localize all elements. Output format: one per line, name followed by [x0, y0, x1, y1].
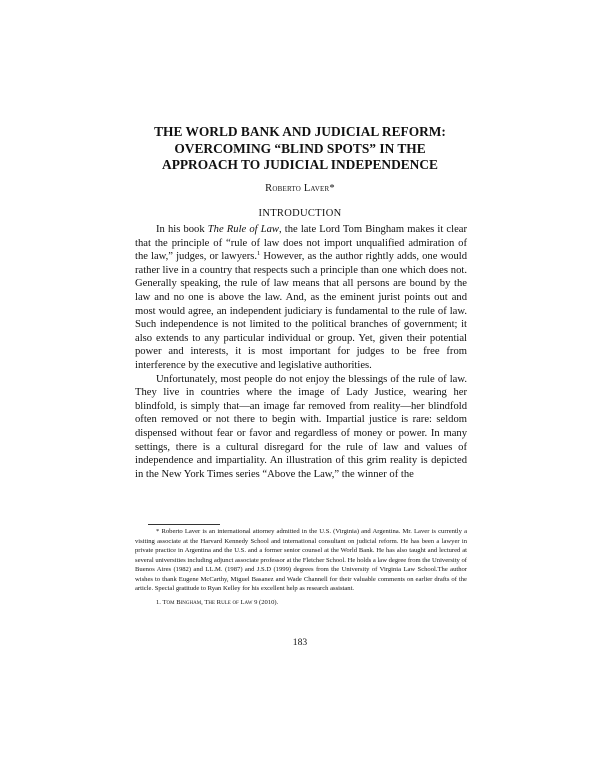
title-line-1: THE WORLD BANK AND JUDICIAL REFORM: [154, 124, 446, 139]
paragraph-1-quote: , the late Lord Tom Bingham makes it clear that the principle of “rule of law does not import unqualified admiration of the law,” judges, or lawyers. [135, 224, 468, 263]
title-line-3: APPROACH TO JUDICIAL INDEPENDENCE [162, 157, 438, 172]
author-name: Roberto Laver* [265, 183, 335, 194]
title-line-2: OVERCOMING “BLIND SPOTS” IN THE [174, 140, 426, 156]
section-heading: INTRODUCTION [258, 208, 342, 219]
article-title [120, 124, 480, 174]
paragraph-1-intro: In his book [156, 224, 208, 235]
footnote-1: 1. Tom Bingham, The Rule of Law 9 (2010). [156, 598, 279, 606]
paragraph-1 [135, 223, 467, 373]
page-number: 183 [292, 637, 308, 648]
footnote-divider [148, 524, 220, 525]
footnote-author: * Roberto Laver is an international attorney admitted in the U.S. (Virginia) and Argentina. Mr. Laver is currently a visiting associate at the Harvard Kennedy School and international consultant on judicial reform. He has been a lawyer in private practice in Argentina and the U.S. and a former senior counsel at the World Bank. He has also taught and lectured at several universities including adjunct associate professor at the Fletcher School. He holds a law degree from the University of Buenos Aires (1982) and LL.M. (1987) and J.S.D (1999) degrees from the University of Virginia Law School.The author wishes to thank Eugene McCarthy, Miguel Basanez and Wade Channell for their valuable comments on earlier drafts of the article. Special gratitude to Ryan Kelley for his excellent help as research assistant. [135, 528, 467, 592]
paragraph-1-rest: However, as the author rightly adds, one would rather live in a country that respects such a principle than one which does not. Generally speaking, the rule of law means that all persons are bound by the law and no one is above the law. And, as the eminent jurist points out and most would agree, an independent judiciary is fundamental to the rule of law. Such independence is not limited to the political branches of government; it also extends to any particular individual or group. Yet, given their potential power and interests, it is most important for judges to be free from interference by the executive and legislative authorities. [135, 251, 467, 371]
footnotes [135, 527, 467, 607]
paragraph-2: Unfortunately, most people do not enjoy the blessings of the rule of law. They live in countries where the image of Lady Justice, wearing her blindfold, is simply that—an image far removed from reality—her blindfold often removed or not there to begin with. Impartial justice is rare: seldom dispensed without fear or favor and regardless of money or power. In many settings, there is a cultural disregard for the rule of law and values of independence and impartiality. An illustration of this grim reality is depicted in the New York Times series “Above the Law,” the winner of the [135, 373, 467, 480]
footnote-reference[interactable]: 1 [257, 250, 261, 258]
book-title: The Rule of Law [207, 224, 279, 235]
article-body [135, 223, 467, 481]
